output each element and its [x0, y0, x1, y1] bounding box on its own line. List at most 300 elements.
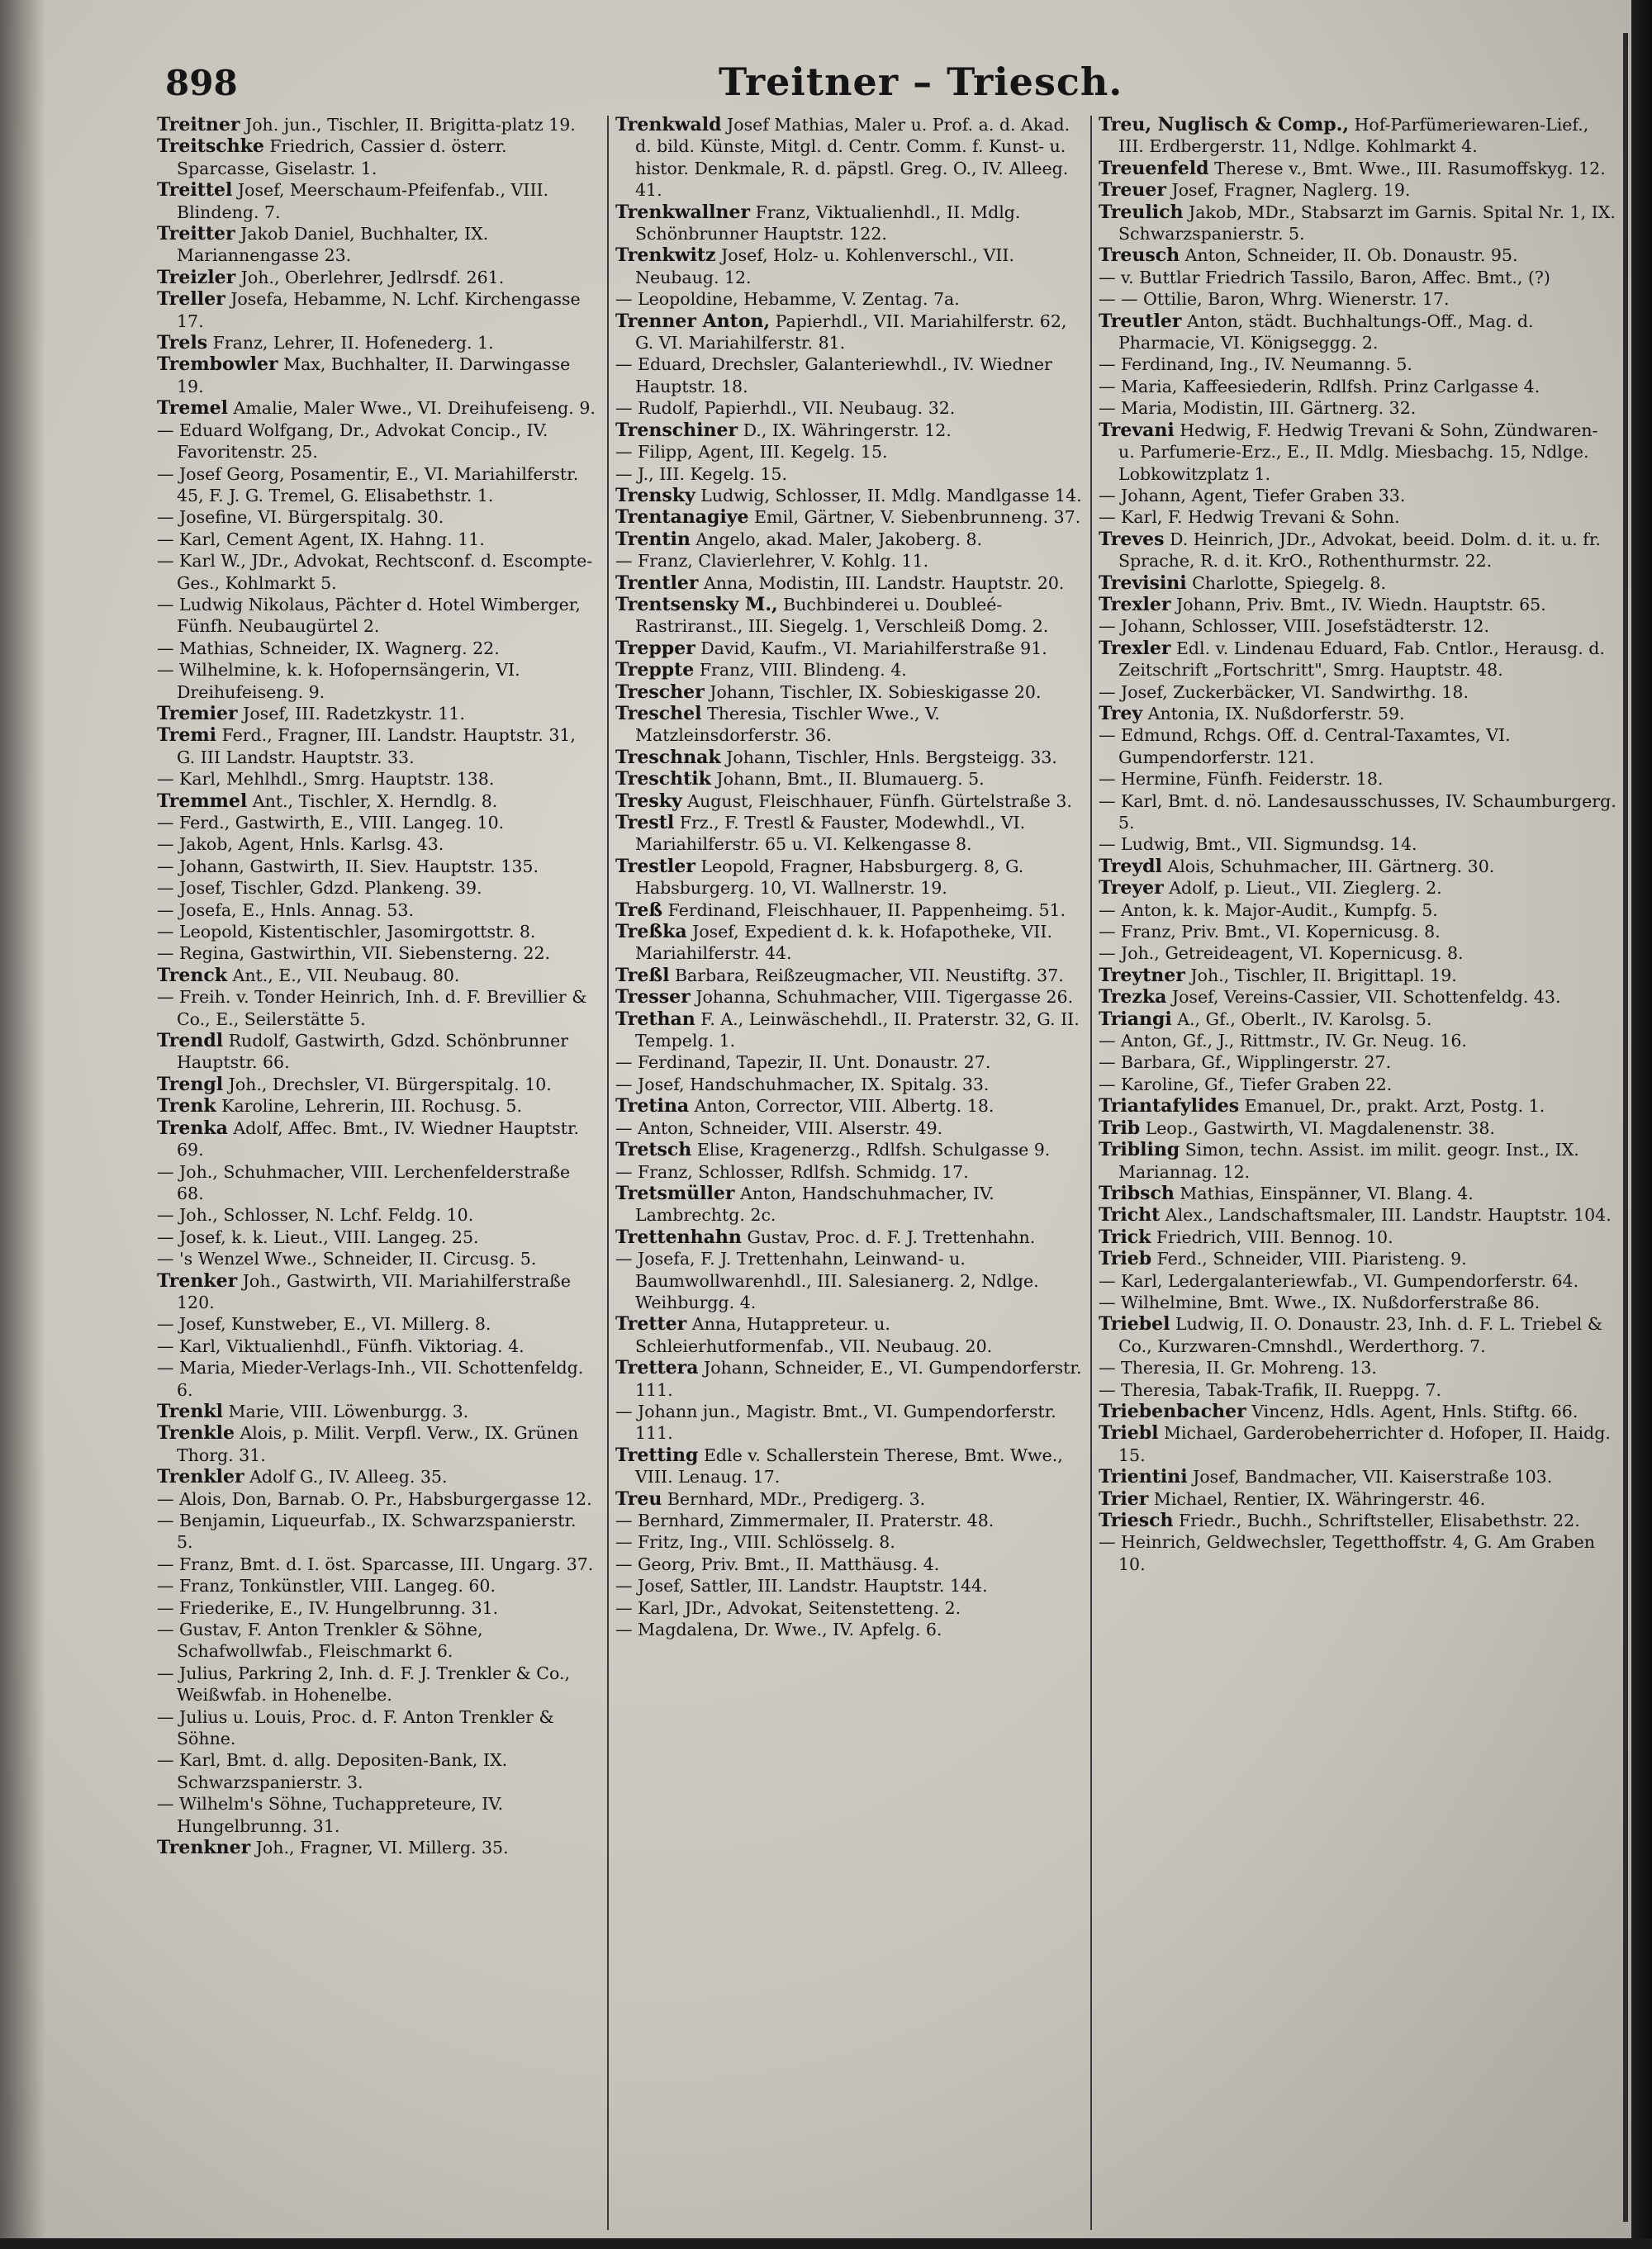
entry-surname: Trestl	[615, 812, 675, 833]
directory-entry	[615, 921, 1082, 965]
directory-entry	[157, 332, 596, 353]
directory-entry	[157, 1510, 596, 1554]
entry-surname: Treves	[1099, 528, 1165, 550]
directory-entry	[157, 135, 596, 179]
directory-entry	[615, 659, 1082, 681]
directory-entry	[157, 1422, 596, 1466]
directory-entry	[615, 1575, 1082, 1597]
entry-details: — Magdalena, Dr. Wwe., IV. Apfelg. 6.	[615, 1620, 942, 1640]
entry-details: Hedwig, F. Hedwig Trevani & Sohn, Zündwaren- u. Parfumerie-Erz., E., II. Mdlg. Miesbachg. 15, Ndlge. Lobkowitzplatz 1.	[1118, 420, 1598, 484]
entry-details: Jakob, MDr., Stabsarzt im Garnis. Spital Nr. 1, IX. Schwarzspanierstr. 5.	[1118, 202, 1616, 244]
entry-details: David, Kaufm., VI. Mariahilferstraße 91.	[695, 638, 1047, 658]
entry-details: Gustav, Proc. d. F. J. Trettenhahn.	[741, 1227, 1036, 1247]
entry-details: Friedrich, Cassier d. österr. Sparcasse, Giselastr. 1.	[177, 136, 507, 178]
entry-details: — Karl, F. Hedwig Trevani & Sohn.	[1099, 507, 1400, 528]
entry-details: Elise, Kragenerzg., Rdlfsh. Schulgasse 9.	[691, 1140, 1051, 1160]
directory-entry	[1099, 594, 1619, 615]
directory-entry	[615, 638, 1082, 659]
entry-surname: Triangi	[1099, 1008, 1172, 1030]
directory-entry	[157, 1619, 596, 1663]
entry-details: — Karl W., JDr., Advokat, Rechtsconf. d. Escompte-Ges., Kohlmarkt 5.	[157, 551, 593, 593]
entry-surname: Trenkwallner	[615, 201, 751, 223]
entry-details: Alex., Landschaftsmaler, III. Landstr. Hauptstr. 104.	[1160, 1205, 1612, 1226]
directory-entry	[1099, 1357, 1619, 1378]
directory-entry	[1099, 1466, 1619, 1487]
entry-details: — Anton, Schneider, VIII. Alserstr. 49.	[615, 1117, 943, 1138]
entry-details: Leopold, Fragner, Habsburgerg. 8, G. Habsburgerg. 10, VI. Wallnerstr. 19.	[635, 856, 1024, 899]
directory-entry	[615, 812, 1082, 856]
directory-entry	[1099, 877, 1619, 899]
entry-details: Johann, Priv. Bmt., IV. Wiedn. Hauptstr. 65.	[1170, 594, 1546, 614]
directory-entry	[157, 550, 596, 594]
directory-entry	[615, 1139, 1082, 1160]
entry-surname: Trentin	[615, 528, 691, 550]
directory-entry	[157, 899, 596, 921]
directory-entry	[615, 529, 1082, 550]
directory-entry	[615, 441, 1082, 463]
entry-surname: Trethan	[615, 1008, 695, 1030]
entry-surname: Trey	[1099, 702, 1143, 724]
directory-entry	[157, 965, 596, 986]
entry-surname: Treitner	[157, 114, 240, 135]
entry-surname: Trieb	[1099, 1248, 1152, 1270]
directory-entry	[157, 529, 596, 550]
entry-details: — Hermine, Fünfh. Feiderstr. 18.	[1099, 769, 1384, 790]
entry-details: — Leopoldine, Hebamme, V. Zentag. 7a.	[615, 289, 960, 310]
entry-details: — Joh., Schlosser, N. Lchf. Feldg. 10.	[157, 1205, 474, 1226]
entry-details: — Franz, Priv. Bmt., VI. Kopernicusg. 8.	[1099, 922, 1441, 942]
column-3	[1099, 114, 1619, 2228]
entry-details: Karoline, Lehrerin, III. Rochusg. 5.	[216, 1096, 522, 1117]
directory-entry	[1099, 1008, 1619, 1030]
entry-details: — Karl, Ledergalanteriewfab., VI. Gumpendorferstr. 64.	[1099, 1270, 1579, 1291]
directory-entry	[615, 1445, 1082, 1488]
entry-details: Therese v., Bmt. Wwe., III. Rasumoffskyg. 12.	[1208, 158, 1606, 178]
entry-surname: Triantafylides	[1099, 1095, 1240, 1117]
entry-surname: Tretsch	[615, 1139, 692, 1161]
page-left-edge	[0, 0, 45, 2249]
entry-details: — Barbara, Gf., Wipplingerstr. 27.	[1099, 1052, 1392, 1073]
entry-details: F. A., Leinwäschehdl., II. Praterstr. 32, G. II. Tempelg. 1.	[635, 1008, 1080, 1051]
entry-surname: Trescher	[615, 681, 705, 703]
directory-entry	[157, 790, 596, 812]
entry-details: Anton, Corrector, VIII. Albertg. 18.	[689, 1096, 995, 1117]
entry-details: Johanna, Schuhmacher, VIII. Tigergasse 26.	[690, 987, 1074, 1008]
directory-entry	[1099, 833, 1619, 855]
directory-entry	[1099, 1139, 1619, 1183]
directory-entry	[157, 1597, 596, 1619]
directory-entry	[1099, 1488, 1619, 1510]
entry-details: Johann, Tischler, Hnls. Bergsteigg. 33.	[720, 747, 1057, 767]
directory-entry	[157, 1663, 596, 1706]
entry-surname: Treusch	[1099, 244, 1180, 267]
directory-entry	[157, 1488, 596, 1510]
entry-surname: Treytner	[1099, 964, 1185, 986]
directory-entry	[615, 1117, 1082, 1139]
entry-details: Joh., Oberlehrer, Jedlrsdf. 261.	[235, 267, 505, 287]
entry-surname: Trendl	[157, 1030, 224, 1052]
entry-surname: Trembowler	[157, 353, 278, 376]
directory-entry	[157, 114, 596, 135]
entry-details: Josef, Vereins-Cassier, VII. Schottenfeldg. 43.	[1166, 987, 1561, 1008]
entry-surname: Treßka	[615, 921, 687, 943]
directory-entry	[157, 833, 596, 855]
entry-surname: Trels	[157, 332, 208, 354]
entry-surname: Trenkl	[157, 1400, 223, 1422]
directory-entry	[1099, 1030, 1619, 1051]
directory-entry	[157, 942, 596, 964]
directory-entry	[1099, 615, 1619, 637]
entry-details: Edle v. Schallerstein Therese, Bmt. Wwe., VIII. Lenaug. 17.	[635, 1445, 1063, 1487]
directory-entry	[157, 1227, 596, 1248]
entry-details: — Karl, Mehlhdl., Smrg. Hauptstr. 138.	[157, 769, 495, 790]
directory-entry	[157, 397, 596, 419]
directory-entry	[615, 1248, 1082, 1313]
entry-surname: Trenck	[157, 964, 227, 986]
directory-entry	[615, 1510, 1082, 1531]
entry-surname: Tricht	[1099, 1204, 1161, 1227]
entry-details: — Ludwig, Bmt., VII. Sigmundsg. 14.	[1099, 834, 1417, 855]
directory-entry	[157, 1466, 596, 1487]
scan-shadow	[1631, 0, 1652, 2249]
entry-surname: Treller	[157, 288, 225, 311]
directory-entry	[615, 747, 1082, 768]
entry-details: — Wilhelmine, Bmt. Wwe., IX. Nußdorferstraße 86.	[1099, 1292, 1540, 1312]
entry-surname: Trenkle	[157, 1422, 235, 1445]
directory-entry	[1099, 1074, 1619, 1095]
entry-details: Jakob Daniel, Buchhalter, IX. Mariannengasse 23.	[177, 224, 489, 266]
entry-details: — Josef, Handschuhmacher, IX. Spitalg. 33.	[615, 1074, 990, 1094]
entry-surname: Tremier	[157, 702, 238, 724]
directory-entry	[1099, 1117, 1619, 1139]
entry-details: Josef, III. Radetzkystr. 11.	[237, 703, 465, 724]
directory-entry	[615, 1554, 1082, 1575]
directory-entry	[1099, 703, 1619, 724]
directory-entry	[615, 965, 1082, 986]
entry-surname: Treydl	[1099, 855, 1162, 877]
entry-surname: Treschel	[615, 702, 702, 724]
directory-entry	[157, 1248, 596, 1269]
entry-surname: Trenker	[157, 1269, 238, 1292]
entry-details: — Wilhelm's Söhne, Tuchappreteure, IV. Hungelbrunng. 31.	[157, 1794, 504, 1836]
entry-surname: Trensky	[615, 484, 695, 506]
directory-entry	[615, 1074, 1082, 1095]
directory-entry	[157, 288, 596, 332]
directory-entry	[1099, 267, 1619, 288]
entry-details: Friedrich, VIII. Bennog. 10.	[1151, 1227, 1393, 1247]
entry-details: — Josef, Zuckerbäcker, VI. Sandwirthg. 18.	[1099, 681, 1469, 702]
entry-details: — Josefa, E., Hnls. Annag. 53.	[157, 899, 414, 920]
entry-details: Simon, techn. Assist. im milit. geogr. Inst., IX. Mariannag. 12.	[1118, 1140, 1579, 1182]
entry-details: — Karl, Bmt. d. allg. Depositen-Bank, IX. Schwarzspanierstr. 3.	[157, 1750, 508, 1792]
entry-surname: Treizler	[157, 266, 236, 288]
directory-entry	[1099, 397, 1619, 419]
entry-details: Emil, Gärtner, V. Siebenbrunneng. 37.	[748, 507, 1081, 528]
directory-entry	[1099, 1270, 1619, 1292]
directory-entry	[1099, 768, 1619, 790]
entry-details: — Johann, Agent, Tiefer Graben 33.	[1099, 485, 1406, 505]
entry-details: — Maria, Mieder-Verlags-Inh., VII. Schottenfeldg. 6.	[157, 1358, 584, 1400]
running-title: Treitner – Triesch.	[719, 59, 1123, 104]
entry-surname: Tretsmüller	[615, 1182, 735, 1204]
directory-entry	[157, 812, 596, 833]
directory-entry	[1099, 244, 1619, 266]
entry-details: — Johann, Schlosser, VIII. Josefstädterstr. 12.	[1099, 616, 1489, 637]
entry-details: Joh., Fragner, VI. Millerg. 35.	[250, 1838, 509, 1858]
entry-surname: Trenk	[157, 1095, 216, 1117]
entry-details: Friedr., Buchh., Schriftsteller, Elisabethstr. 22.	[1173, 1511, 1580, 1530]
directory-entry	[1099, 1095, 1619, 1117]
directory-entry	[1099, 1292, 1619, 1313]
entry-details: — Josef, Sattler, III. Landstr. Hauptstr. 144.	[615, 1576, 988, 1597]
directory-entry	[157, 1749, 596, 1793]
entry-details: — Alois, Don, Barnab. O. Pr., Habsburgergasse 12.	[157, 1488, 592, 1509]
directory-entry	[157, 856, 596, 877]
entry-details: Ferd., Fragner, III. Landstr. Hauptstr. 31, G. III Landstr. Hauptstr. 33.	[177, 725, 576, 767]
directory-entry	[157, 724, 596, 768]
directory-entry	[1099, 311, 1619, 354]
directory-entry	[615, 856, 1082, 899]
entry-details: — Anton, Gf., J., Rittmstr., IV. Gr. Neug. 16.	[1099, 1031, 1467, 1051]
entry-details: Josef, Holz- u. Kohlenverschl., VII. Neubaug. 12.	[635, 245, 1014, 287]
directory-entry	[1099, 1248, 1619, 1269]
directory-entry	[157, 353, 596, 397]
directory-entry	[157, 463, 596, 507]
entry-details: Johann, Schneider, E., VI. Gumpendorferstr. 111.	[635, 1358, 1082, 1400]
entry-surname: Tribsch	[1099, 1182, 1175, 1204]
entry-details: — Georg, Priv. Bmt., II. Matthäusg. 4.	[615, 1554, 940, 1574]
entry-surname: Triebenbacher	[1099, 1400, 1246, 1422]
entry-details: — Karl, Viktualienhdl., Fünfh. Viktoriag. 4.	[157, 1336, 525, 1356]
entry-details: Johann, Bmt., II. Blumauerg. 5.	[710, 769, 985, 790]
directory-entry	[1099, 1227, 1619, 1248]
entry-surname: Trepper	[615, 637, 695, 659]
directory-entry	[615, 1619, 1082, 1640]
directory-entry	[157, 267, 596, 288]
directory-entry	[615, 1227, 1082, 1248]
entry-details: — Joh., Schuhmacher, VIII. Lerchenfelderstraße 68.	[157, 1161, 571, 1203]
directory-entry	[615, 1161, 1082, 1183]
entry-details: — Ferd., Gastwirth, E., VIII. Langeg. 10.	[157, 813, 505, 833]
directory-entry	[157, 1336, 596, 1357]
entry-details: — Karl, Cement Agent, IX. Hahng. 11.	[157, 529, 485, 549]
entry-details: — Ferdinand, Ing., IV. Neumanng. 5.	[1099, 354, 1412, 375]
entry-details: Ant., E., VII. Neubaug. 80.	[227, 965, 460, 985]
entry-details: A., Gf., Oberlt., IV. Karolsg. 5.	[1171, 1008, 1432, 1029]
directory-entry	[1099, 856, 1619, 877]
entry-surname: Treyer	[1099, 877, 1164, 899]
directory-entry	[157, 1706, 596, 1750]
entry-surname: Trier	[1099, 1487, 1149, 1510]
directory-entry	[1099, 790, 1619, 834]
directory-entry	[1099, 1183, 1619, 1204]
directory-entry	[1099, 1313, 1619, 1357]
directory-entry	[157, 1401, 596, 1422]
entry-details: Frz., F. Trestl & Fauster, Modewhdl., VI. Mariahilferstr. 65 u. VI. Kelkengasse 8.	[635, 813, 1026, 855]
entry-details: Max, Buchhalter, II. Darwingasse 19.	[177, 354, 571, 396]
page-number: 898	[165, 63, 238, 103]
directory-entry	[615, 1401, 1082, 1445]
column-1	[157, 114, 596, 2228]
entry-details: Antonia, IX. Nußdorferstr. 59.	[1142, 703, 1405, 724]
entry-details: Theresia, Tischler Wwe., V. Matzleinsdorferstr. 36.	[635, 703, 940, 746]
entry-details: — Ludwig Nikolaus, Pächter d. Hotel Wimberger, Fünfh. Neubaugürtel 2.	[157, 594, 581, 637]
entry-details: Joh. jun., Tischler, II. Brigitta-platz 19.	[240, 115, 576, 135]
directory-entry	[615, 790, 1082, 812]
entry-surname: Trenkwitz	[615, 244, 716, 267]
entry-surname: Trezka	[1099, 986, 1167, 1008]
entry-surname: Treß	[615, 899, 663, 921]
page-header	[0, 58, 1652, 107]
entry-details: D., IX. Währingerstr. 12.	[738, 420, 952, 440]
entry-details: — Filipp, Agent, III. Kegelg. 15.	[615, 442, 888, 463]
entry-surname: Treitschke	[157, 135, 264, 158]
directory-entry	[157, 1575, 596, 1597]
entry-details: Ferdinand, Fleischhauer, II. Pappenheimg. 51.	[662, 899, 1066, 920]
directory-entry	[615, 1488, 1082, 1510]
entry-surname: Tretina	[615, 1095, 690, 1117]
entry-surname: Trenschiner	[615, 419, 738, 441]
entry-details: — Maria, Modistin, III. Gärtnerg. 32.	[1099, 398, 1417, 419]
entry-details: Joh., Drechsler, VI. Bürgerspitalg. 10.	[223, 1074, 552, 1094]
directory-entry	[615, 1095, 1082, 1117]
entry-details: — Josef Georg, Posamentir, E., VI. Mariahilferstr. 45, F. J. G. Tremel, G. Elisabethstr. 1.	[157, 463, 579, 505]
directory-entry	[1099, 681, 1619, 703]
entry-surname: Tremel	[157, 397, 228, 420]
directory-entry	[157, 506, 596, 528]
directory-entry	[615, 397, 1082, 419]
entry-details: Vincenz, Hdls. Agent, Hnls. Stiftg. 66.	[1246, 1401, 1578, 1421]
entry-details: — Johann, Gastwirth, II. Siev. Hauptstr. 135.	[157, 856, 539, 876]
directory-entry	[157, 179, 596, 223]
directory-entry	[1099, 202, 1619, 245]
entry-details: August, Fleischhauer, Fünfh. Gürtelstraße 3.	[681, 790, 1072, 811]
directory-entry	[1099, 1204, 1619, 1226]
directory-entry	[615, 550, 1082, 572]
directory-entry	[1099, 1051, 1619, 1073]
scan-bottom-edge	[0, 2238, 1652, 2249]
entry-details: — Bernhard, Zimmermaler, II. Praterstr. 48.	[615, 1511, 995, 1530]
directory-entry	[615, 572, 1082, 594]
directory-entry	[1099, 1401, 1619, 1422]
entry-details: Josefa, Hebamme, N. Lchf. Kirchengasse 17.	[177, 289, 581, 331]
entry-surname: Trexler	[1099, 593, 1171, 615]
directory-entry	[615, 114, 1082, 202]
entry-surname: Tretter	[615, 1313, 687, 1336]
entry-details: — Theresia, Tabak-Trafik, II. Rueppg. 7.	[1099, 1379, 1441, 1400]
entry-details: Franz, Viktualienhdl., II. Mdlg. Schönbrunner Hauptstr. 122.	[635, 202, 1021, 244]
directory-entry	[1099, 942, 1619, 964]
entry-surname: Trentanagiye	[615, 506, 749, 529]
entry-details: — — Ottilie, Baron, Whrg. Wienerstr. 17.	[1099, 289, 1450, 310]
directory-entry	[157, 1030, 596, 1074]
directory-entry	[615, 202, 1082, 245]
entry-details: Hof-Parfümeriewaren-Lief., III. Erdbergerstr. 11, Ndlge. Kohlmarkt 4.	[1118, 115, 1589, 157]
entry-details: Anna, Hutappreteur. u. Schleierhutformenfab., VII. Neubaug. 20.	[635, 1314, 993, 1356]
directory-entry	[1099, 965, 1619, 986]
entry-details: — 's Wenzel Wwe., Schneider, II. Circusg. 5.	[157, 1249, 537, 1269]
column-rule	[1090, 116, 1092, 2230]
entry-details: — Anton, k. k. Major-Audit., Kumpfg. 5.	[1099, 899, 1438, 920]
entry-details: — Theresia, II. Gr. Mohreng. 13.	[1099, 1358, 1377, 1378]
entry-surname: Triebel	[1099, 1313, 1170, 1336]
directory-entry	[1099, 1379, 1619, 1401]
entry-details: — Joh., Getreideagent, VI. Kopernicusg. 8.	[1099, 943, 1464, 964]
entry-surname: Trengl	[157, 1073, 224, 1095]
directory-entry	[157, 1793, 596, 1837]
directory-entry	[1099, 179, 1619, 201]
entry-details: — Franz, Clavierlehrer, V. Kohlg. 11.	[615, 551, 929, 572]
entry-details: — Heinrich, Geldwechsler, Tegetthoffstr. 4, G. Am Graben 10.	[1099, 1532, 1595, 1574]
entry-surname: Treßl	[615, 964, 670, 986]
directory-entry	[157, 420, 596, 463]
entry-details: Johann, Tischler, IX. Sobieskigasse 20.	[704, 681, 1042, 702]
column-2	[615, 114, 1082, 2228]
entry-details: Michael, Garderobeherrichter d. Hofoper, II. Haidg. 15.	[1118, 1423, 1611, 1465]
directory-entry	[1099, 114, 1619, 158]
directory-entry	[615, 703, 1082, 747]
column-rule	[607, 116, 609, 2230]
entry-details: Rudolf, Gastwirth, Gdzd. Schönbrunner Hauptstr. 66.	[177, 1031, 569, 1073]
entry-details: — Friederike, E., IV. Hungelbrunng. 31.	[157, 1597, 499, 1618]
entry-surname: Trenkler	[157, 1466, 244, 1488]
directory-entry	[1099, 485, 1619, 506]
directory-entry	[157, 594, 596, 638]
directory-entry	[1099, 921, 1619, 942]
entry-details: — Karl, JDr., Advokat, Seitenstetteng. 2.	[615, 1597, 961, 1618]
entry-details: Ludwig, Schlosser, II. Mdlg. Mandlgasse 14.	[695, 485, 1082, 505]
directory-entry	[157, 1095, 596, 1117]
entry-details: — Benjamin, Liqueurfab., IX. Schwarzspanierstr. 5.	[157, 1511, 577, 1553]
entry-details: Buchbinderei u. Doubleé-Rastriranst., III. Siegelg. 1, Verschleiß Domg. 2.	[635, 594, 1049, 637]
entry-details: — Jakob, Agent, Hnls. Karlsg. 43.	[157, 834, 444, 855]
entry-details: Angelo, akad. Maler, Jakoberg. 8.	[690, 529, 983, 549]
entry-surname: Treppte	[615, 659, 695, 681]
entry-details: — Rudolf, Papierhdl., VII. Neubaug. 32.	[615, 398, 956, 419]
entry-details: Ludwig, II. O. Donaustr. 23, Inh. d. F. L. Triebel & Co., Kurzwaren-Cmnshdl., Werderthorg. 7.	[1118, 1314, 1603, 1356]
directory-entry	[1099, 638, 1619, 681]
entry-details: Joh., Gastwirth, VII. Mariahilferstraße 120.	[177, 1270, 572, 1312]
directory-entry	[157, 1204, 596, 1226]
directory-entry	[157, 1117, 596, 1161]
entry-details: Michael, Rentier, IX. Währingerstr. 46.	[1148, 1488, 1486, 1509]
entry-details: Emanuel, Dr., prakt. Arzt, Postg. 1.	[1239, 1096, 1545, 1117]
entry-details: Alois, p. Milit. Verpfl. Verw., IX. Grünen Thorg. 31.	[177, 1423, 579, 1465]
directory-entry	[157, 877, 596, 899]
entry-details: Franz, Lehrer, II. Hofenederg. 1.	[207, 333, 494, 353]
entry-details: — Gustav, F. Anton Trenkler & Söhne, Schafwollwfab., Fleischmarkt 6.	[157, 1620, 483, 1662]
entry-surname: Trib	[1099, 1117, 1141, 1139]
entry-surname: Treu	[615, 1487, 662, 1510]
entry-surname: Tremmel	[157, 790, 248, 812]
entry-details: — Franz, Schlosser, Rdlfsh. Schmidg. 17.	[615, 1161, 969, 1182]
entry-surname: Trick	[1099, 1226, 1151, 1248]
entry-details: Papierhdl., VII. Mariahilferstr. 62, G. VI. Mariahilferstr. 81.	[635, 311, 1067, 353]
entry-details: — Josefa, F. J. Trettenhahn, Leinwand- u. Baumwollwarenhdl., III. Salesianerg. 2, Ndlge. Weihburgg. 4.	[615, 1249, 1039, 1312]
directory-entry	[615, 244, 1082, 288]
directory-entry	[615, 1357, 1082, 1401]
entry-surname: Trexler	[1099, 637, 1171, 659]
directory-entry	[615, 506, 1082, 528]
directory-entry	[615, 1313, 1082, 1357]
entry-surname: Trettenhahn	[615, 1226, 742, 1248]
entry-details: Alois, Schuhmacher, III. Gärtnerg. 30.	[1161, 856, 1495, 876]
directory-entry	[1099, 899, 1619, 921]
entry-details: Adolf, p. Lieut., VII. Zieglerg. 2.	[1163, 878, 1442, 899]
entry-surname: Treuer	[1099, 179, 1166, 202]
directory-entry	[615, 681, 1082, 703]
entry-surname: Triesch	[1099, 1510, 1174, 1531]
